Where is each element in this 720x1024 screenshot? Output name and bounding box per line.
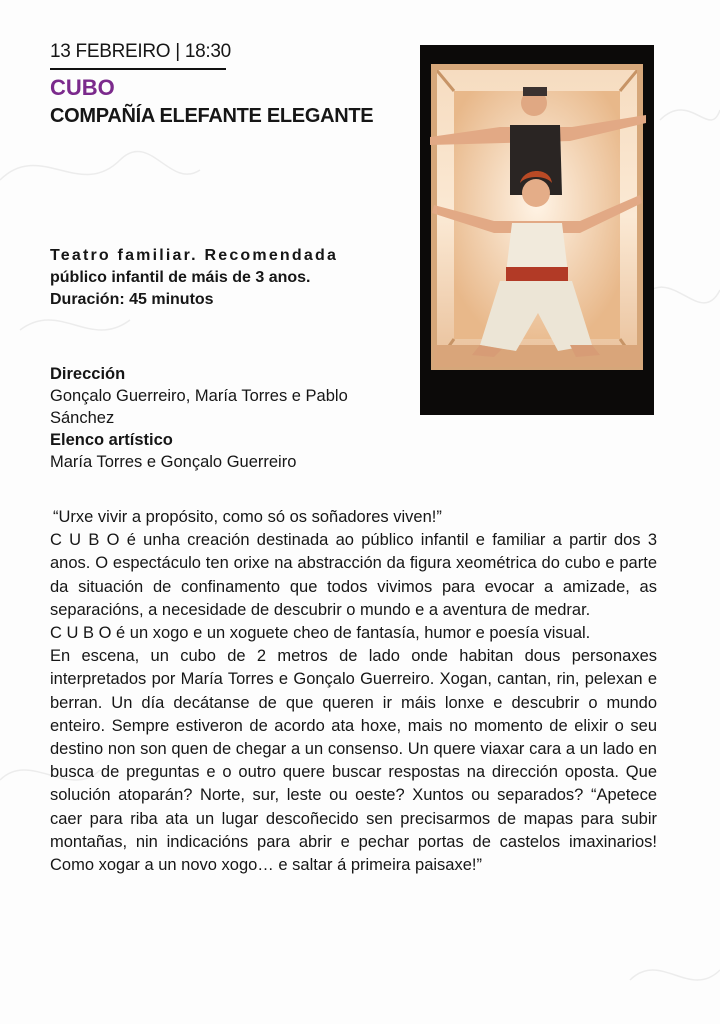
audience-line-1: Teatro familiar. Recomendada xyxy=(50,247,339,264)
cast-label: Elenco artístico xyxy=(50,431,173,449)
show-title: CUBO xyxy=(50,75,115,100)
event-date: 13 FEBREIRO | 18:30 xyxy=(50,41,231,62)
divider xyxy=(50,68,226,70)
description-paragraph-1: C U B O é unha creación destinada ao público infantil e familiar a partir dos 3 anos. O espectáculo ten orixe na abstracción da figura xeométrica do cubo e parte da situación de confinamento que todos vivimos para evocar a amizade, as separacións, a necesidade de descubrir o mundo e a aventura de medrar. xyxy=(50,531,657,619)
description-paragraph-2: C U B O é un xogo e un xoguete cheo de fantasía, humor e poesía visual. xyxy=(50,624,591,643)
description xyxy=(50,506,657,877)
description-paragraph-3: En escena, un cubo de 2 metros de lado onde habitan dous personaxes interpretados por María Torres e Gonçalo Guerreiro. Xogan, cantan, rin, pelexan e berran. Un día decátanse de que queren ir máis lonxe e descubrir o mundo enteiro. Sempre estiveron de acordo ata hoxe, mais no momento de elixir o seu destino non son quen de chegar a un consenso. Un quere viaxar cara a un lado en busca de preguntas e o outro quere buscar respostas na dirección oposta. Que solución atoparán? Norte, sur, leste ou oeste? Xuntos ou separados? “Apetece caer para riba ata un lugar descoñecido sen precisarmos de mapas para subir montañas, nin indicacións para abrir e pechar portas de castelos imaxinarios! Como xogar a un novo xogo… e saltar á primeira paisaxe!” xyxy=(50,647,657,875)
credits xyxy=(50,363,390,473)
direction-line-2: Sánchez xyxy=(50,409,115,427)
audience-line-2: público infantil de máis de 3 anos. xyxy=(50,269,311,286)
cast-names: María Torres e Gonçalo Guerreiro xyxy=(50,453,297,471)
direction-line-1: Gonçalo Guerreiro, María Torres e Pablo xyxy=(50,387,348,405)
quote: “Urxe vivir a propósito, como só os soñadores viven!” xyxy=(53,508,442,526)
company-name: COMPAÑÍA ELEFANTE ELEGANTE xyxy=(50,105,374,127)
direction-label: Dirección xyxy=(50,365,126,383)
stage-photo xyxy=(420,45,654,415)
duration: Duración: 45 minutos xyxy=(50,291,214,308)
show-info xyxy=(50,245,390,311)
